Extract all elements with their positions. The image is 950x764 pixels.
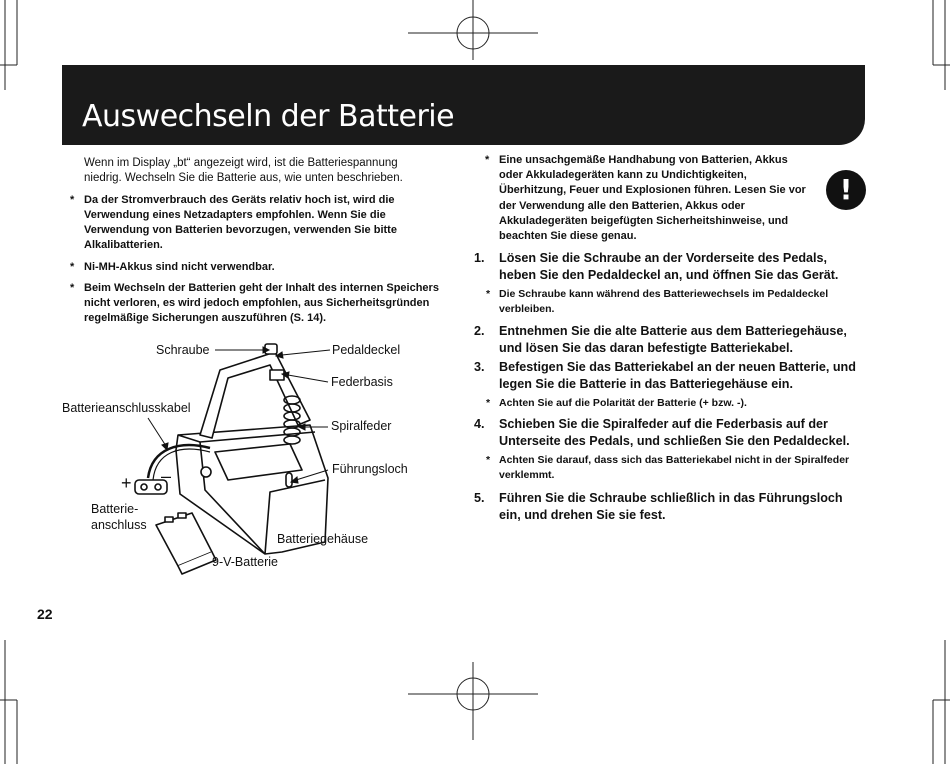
note-bullet: * (486, 288, 491, 300)
note-bullet: * (70, 194, 75, 206)
note-nimh (70, 260, 424, 275)
label-9v-battery: 9-V-Batterie (212, 555, 279, 569)
note-memory (70, 281, 454, 326)
label-battery-case: Batteriegehäuse (277, 532, 369, 546)
page-title: Auswechseln der Batterie (82, 99, 455, 134)
step-3-note (486, 396, 859, 411)
note-text: Beim Wechseln der Batterien geht der Inhalt des internen Speichers nicht verloren, es wird jedoch empfohlen, aus Sicherheitsgründen regelmäßige Sicherungen auszuführen (S. 14). (84, 282, 439, 324)
step-text: Führen Sie die Schraube schließlich in das Führungsloch ein, und drehen Sie sie fest. (499, 491, 843, 522)
label-spring-base: Federbasis (331, 375, 393, 389)
title-banner (62, 65, 865, 145)
label-guide-hole: Führungsloch (332, 462, 408, 476)
step-number: 2. (474, 324, 485, 338)
label-battery-connector: Batterie- (91, 502, 139, 516)
label-pedal-cover: Pedaldeckel (332, 343, 401, 357)
warning-bullet: * (485, 154, 490, 166)
step-4-note (486, 453, 859, 483)
step-4 (474, 416, 859, 450)
note-text: Achten Sie darauf, dass sich das Batteriekabel nicht in der Spiralfeder verklemmt. (499, 454, 850, 481)
label-plus: + (121, 473, 132, 493)
note-bullet: * (70, 282, 75, 294)
warning-icon: ! (826, 170, 866, 210)
step-text: Schieben Sie die Spiralfeder auf die Federbasis auf der Unterseite des Pedals, und schließen Sie den Pedaldeckel. (499, 417, 850, 448)
step-number: 4. (474, 417, 485, 431)
label-battery-connector-2: anschluss (91, 518, 147, 532)
step-5 (474, 490, 859, 524)
step-1 (474, 250, 859, 284)
note-power (70, 193, 424, 253)
note-bullet: * (486, 454, 491, 466)
step-number: 3. (474, 360, 485, 374)
step-text: Befestigen Sie das Batteriekabel an der neuen Batterie, und legen Sie die Batterie in das Batteriegehäuse ein. (499, 360, 856, 391)
warning-body: Eine unsachgemäße Handhabung von Batterien, Akkus oder Akkuladegeräten kann zu Undichtigkeiten, Überhitzung, Feuer und Explosionen führen. Lesen Sie vor der Verwendung alle den Batterien, Akkus oder Akkuladegeräten beigefügten Sicherheitshinweise, und beachten Sie diese genau. (499, 154, 806, 243)
note-bullet: * (486, 397, 491, 409)
pedal-illustration (60, 330, 440, 590)
warning-text (485, 153, 809, 244)
label-battery-cable: Batterieanschlusskabel (62, 401, 191, 415)
intro-text: Wenn im Display „bt“ angezeigt wird, ist die Batteriespannung niedrig. Wechseln Sie die Batterie aus, wie unten beschrieben. (84, 157, 403, 184)
label-screw: Schraube (156, 343, 210, 357)
step-3 (474, 359, 859, 393)
step-2 (474, 323, 859, 357)
page-number: 22 (37, 606, 53, 622)
step-number: 1. (474, 251, 485, 265)
label-coil-spring: Spiralfeder (331, 419, 392, 433)
note-text: Ni-MH-Akkus sind nicht verwendbar. (84, 261, 275, 273)
step-text: Entnehmen Sie die alte Batterie aus dem Batteriegehäuse, und lösen Sie das daran befestigte Batteriekabel. (499, 324, 847, 355)
label-minus: – (161, 466, 172, 486)
note-text: Da der Stromverbrauch des Geräts relativ hoch ist, wird die Verwendung eines Netzadapters empfohlen. Wenn Sie die Verwendung von Batterien bevorzugen, verwenden Sie bitte Alkalibatterien. (84, 194, 397, 251)
step-text: Lösen Sie die Schraube an der Vorderseite des Pedals, heben Sie den Pedaldeckel an, und öffnen Sie das Gerät. (499, 251, 839, 282)
note-text: Die Schraube kann während des Batteriewechsels im Pedaldeckel verbleiben. (499, 288, 829, 315)
step-number: 5. (474, 491, 485, 505)
note-text: Achten Sie auf die Polarität der Batterie (+ bzw. -). (499, 397, 747, 409)
note-bullet: * (70, 261, 75, 273)
step-1-note (486, 287, 859, 317)
